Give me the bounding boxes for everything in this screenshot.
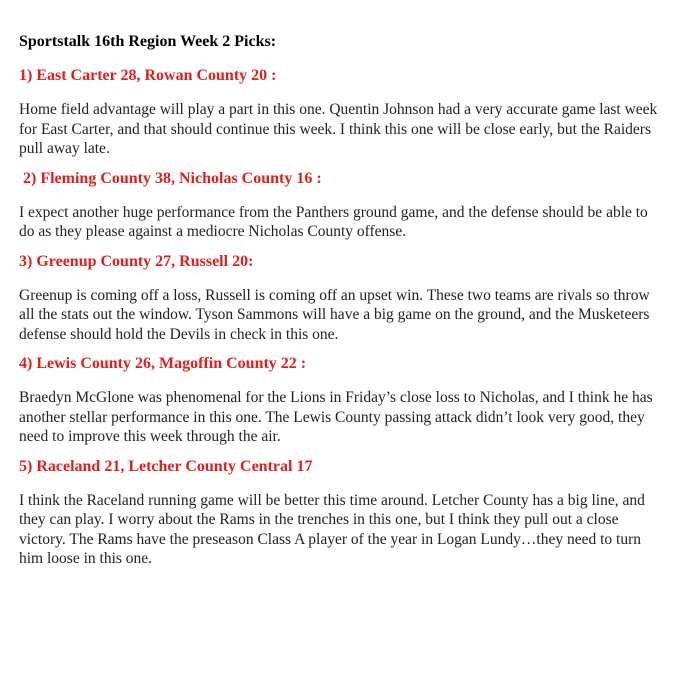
pick-item xyxy=(19,457,667,569)
pick-body: Greenup is coming off a loss, Russell is coming off an upset win. These two teams are rivals so throw all the stats out the window. Tyson Sammons will have a big game on the ground, and the Musketeers defense should hold the Devils in check in this one. xyxy=(19,286,650,343)
pick-heading: 2) Fleming County 38, Nicholas County 16 : xyxy=(19,169,322,187)
pick-item xyxy=(19,252,667,345)
article xyxy=(19,32,667,579)
pick-heading: 1) East Carter 28, Rowan County 20 : xyxy=(19,67,277,84)
pick-body: I expect another huge performance from the Panthers ground game, and the defense should be able to do as they please against a mediocre Nicholas County offense. xyxy=(19,203,648,240)
pick-heading: 4) Lewis County 26, Magoffin County 22 : xyxy=(19,355,307,372)
pick-body: Home field advantage will play a part in this one. Quentin Johnson had a very accurate game last week for East Carter, and that should continue this week. I think this one will be close early, but the Raiders pull away late. xyxy=(19,101,658,157)
article-title: Sportstalk 16th Region Week 2 Picks: xyxy=(19,33,277,50)
pick-heading: 3) Greenup County 27, Russell 20: xyxy=(19,252,254,270)
pick-item xyxy=(19,169,667,242)
pick-body: Braedyn McGlone was phenomenal for the Lions in Friday’s close loss to Nicholas, and I think he has another stellar performance in this one. The Lewis County passing attack didn’t look very good, they need to improve this week through the air. xyxy=(19,389,653,445)
pick-item xyxy=(19,354,667,447)
pick-item xyxy=(19,66,667,159)
pick-heading: 5) Raceland 21, Letcher County Central 17 xyxy=(19,457,313,475)
pick-body: I think the Raceland running game will be better this time around. Letcher County has a big line, and they can play. I worry about the Rams in the trenches in this one, but I think they pull out a close victory. The Rams have the preseason Class A player of the year in Logan Lundy…they need to turn him loose in this one. xyxy=(19,491,645,567)
